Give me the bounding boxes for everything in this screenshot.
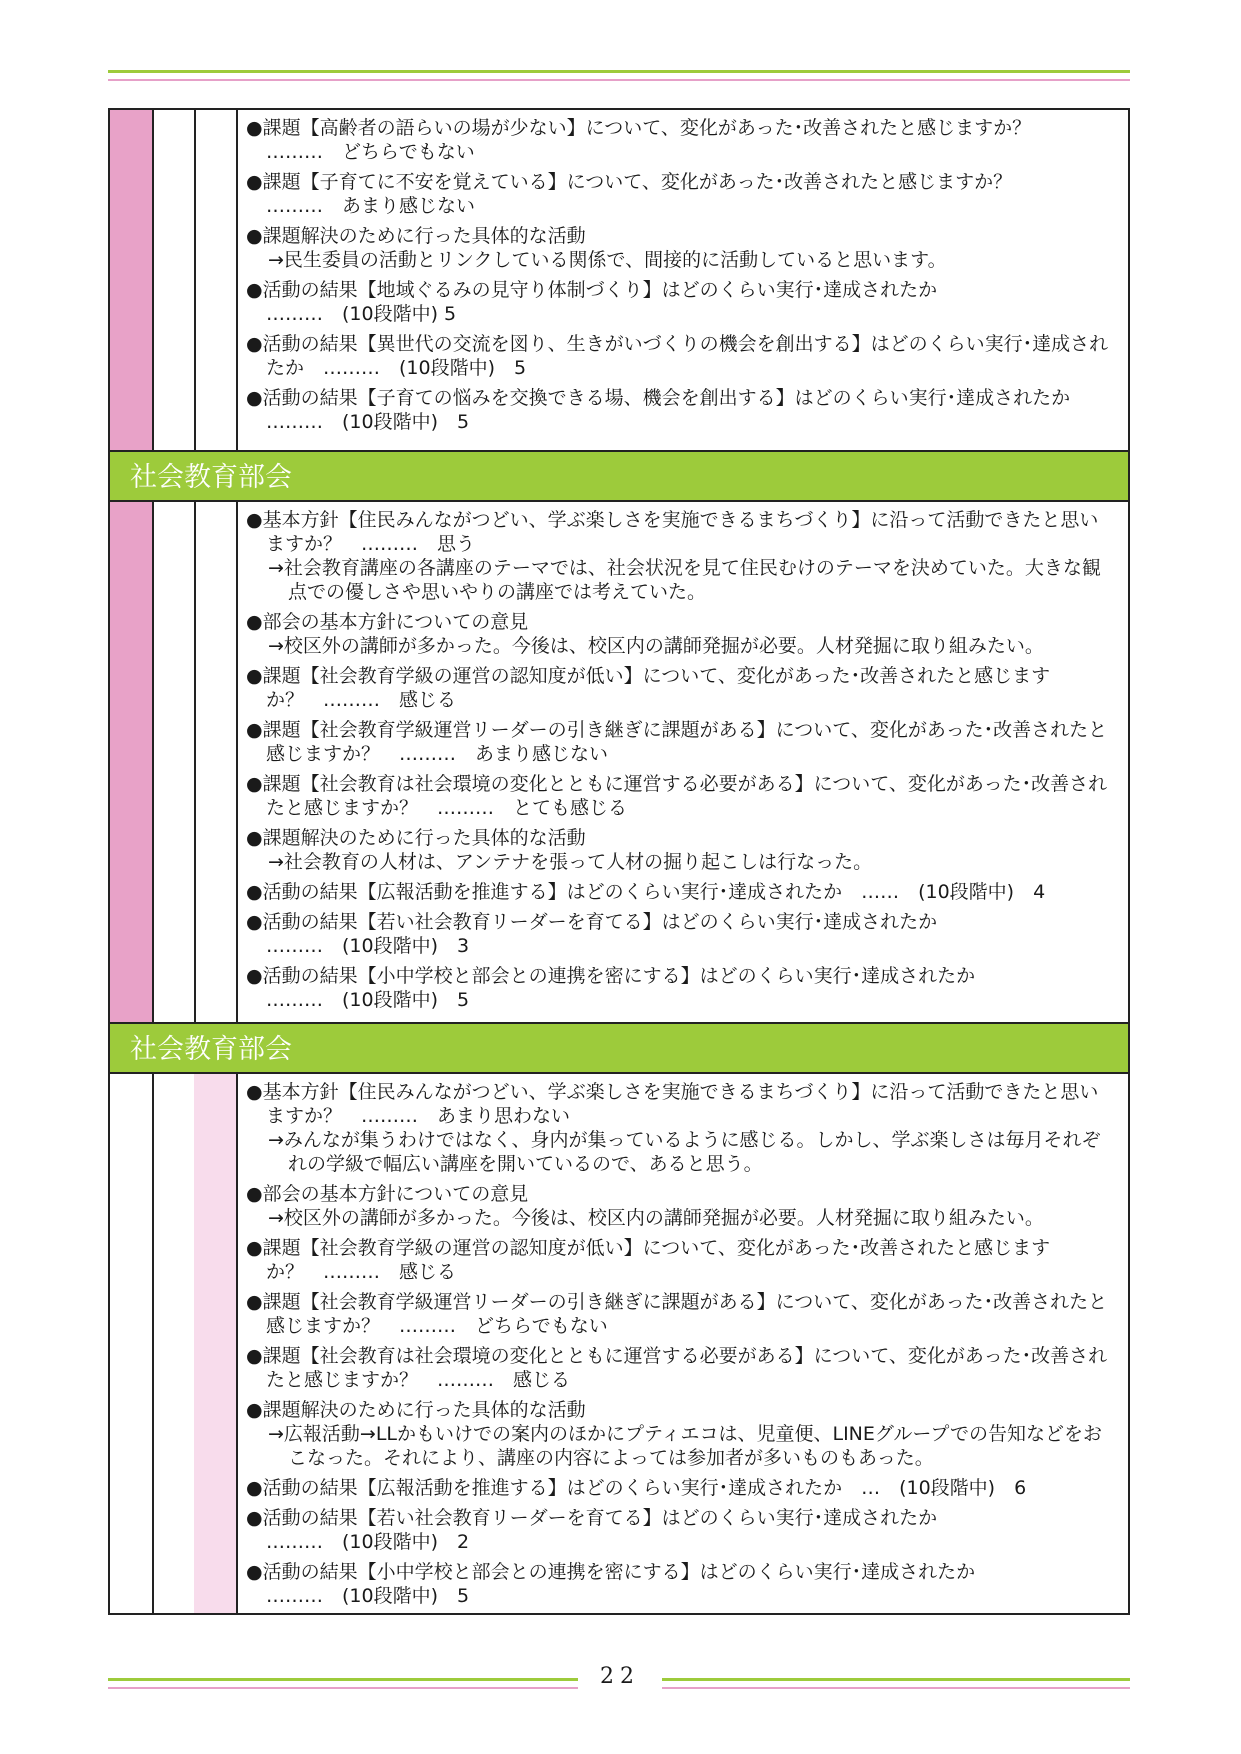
item-answer: ……… あまり感じない	[266, 195, 476, 217]
list-item	[246, 880, 1114, 904]
item-question: ●課題【社会教育は社会環境の変化とともに運営する必要がある】について、変化があった･改善されたと感じますか？ ……… とても感じる	[246, 773, 1108, 819]
list-item	[246, 1560, 1114, 1608]
item-question: ●課題【社会教育学級運営リーダーの引き継ぎに課題がある】について、変化があった･改善されたと感じますか？ ……… どちらでもない	[246, 1291, 1108, 1337]
item-question: ●課題【社会教育学級運営リーダーの引き継ぎに課題がある】について、変化があった･改善されたと感じますか？ ……… あまり感じない	[246, 719, 1108, 765]
report-table	[108, 108, 1130, 1615]
marker-cell	[110, 502, 154, 1022]
item-question: ●活動の結果【広報活動を推進する】はどのくらい実行･達成されたか …… (10段階中) 4	[246, 881, 1046, 903]
item-question: ●課題解決のために行った具体的な活動	[246, 1399, 586, 1421]
item-comment: →広報活動→LLかもいけでの案内のほかにプティエコは、児童便、LINEグループでの告知などをおこなった。それにより、講座の内容によっては参加者が多いものもあった。	[268, 1423, 1102, 1469]
list-item	[246, 1290, 1114, 1338]
list-item	[246, 116, 1114, 164]
item-question: ●課題解決のために行った具体的な活動	[246, 827, 586, 849]
item-answer: ……… (10段階中) 3	[266, 935, 470, 957]
list-item	[246, 718, 1114, 766]
list-item	[246, 772, 1114, 820]
section-header: 社会教育部会	[110, 1022, 1128, 1074]
list-item	[246, 1476, 1114, 1500]
marker-columns	[110, 502, 238, 1022]
marker-cell	[194, 502, 238, 1022]
item-question: ●活動の結果【広報活動を推進する】はどのくらい実行･達成されたか … (10段階中) 6	[246, 1477, 1027, 1499]
section-block	[110, 1074, 1128, 1613]
item-question: ●活動の結果【子育ての悩みを交換できる場、機会を創出する】はどのくらい実行･達成されたか	[246, 387, 1071, 409]
marker-cell	[194, 1074, 238, 1613]
list-item	[246, 1080, 1114, 1176]
list-item	[246, 278, 1114, 326]
item-question: ●活動の結果【小中学校と部会との連携を密にする】はどのくらい実行･達成されたか	[246, 1561, 976, 1583]
item-comment: →校区外の講師が多かった。今後は、校区内の講師発掘が必要。人材発掘に取り組みたい。	[268, 1207, 1044, 1229]
list-item	[246, 826, 1114, 874]
marker-columns	[110, 1074, 238, 1613]
list-item	[246, 224, 1114, 272]
item-answer: ……… (10段階中) 5	[266, 411, 470, 433]
section-content	[246, 502, 1128, 1024]
item-question: ●基本方針【住民みんながつどい、学ぶ楽しさを実施できるまちづくり】に沿って活動できたと思いますか？ ……… あまり思わない	[246, 1081, 1099, 1127]
list-item	[246, 1236, 1114, 1284]
item-question: ●課題解決のために行った具体的な活動	[246, 225, 586, 247]
item-comment: →社会教育の人材は、アンテナを張って人材の掘り起こしは行なった。	[268, 851, 873, 873]
list-item	[246, 508, 1114, 604]
list-item	[246, 1182, 1114, 1230]
top-rule-pink	[108, 79, 1130, 81]
bottom-rule-pink-left	[108, 1687, 578, 1689]
item-answer: ……… (10段階中) 5	[266, 989, 470, 1011]
section-content	[246, 1074, 1128, 1620]
marker-cell	[152, 502, 196, 1022]
item-comment: →社会教育講座の各講座のテーマでは、社会状況を見て住民むけのテーマを決めていた。大きな観点での優しさや思いやりの講座では考えていた。	[268, 557, 1101, 603]
section-block	[110, 110, 1128, 450]
item-answer: ……… (10段階中) 5	[266, 1585, 470, 1607]
section-block	[110, 502, 1128, 1022]
list-item	[246, 1344, 1114, 1392]
marker-cell	[152, 110, 196, 450]
section-header: 社会教育部会	[110, 450, 1128, 502]
item-question: ●活動の結果【小中学校と部会との連携を密にする】はどのくらい実行･達成されたか	[246, 965, 976, 987]
item-question: ●部会の基本方針についての意見	[246, 1183, 529, 1205]
item-question: ●活動の結果【若い社会教育リーダーを育てる】はどのくらい実行･達成されたか	[246, 911, 938, 933]
marker-cell	[110, 1074, 154, 1613]
list-item	[246, 610, 1114, 658]
marker-cell	[110, 110, 154, 450]
item-question: ●活動の結果【地域ぐるみの見守り体制づくり】はどのくらい実行･達成されたか	[246, 279, 938, 301]
marker-cell	[194, 110, 238, 450]
item-question: ●課題【社会教育学級の運営の認知度が低い】について、変化があった･改善されたと感じますか？ ……… 感じる	[246, 1237, 1051, 1283]
bottom-rule-pink-right	[662, 1687, 1130, 1689]
item-question: ●課題【社会教育学級の運営の認知度が低い】について、変化があった･改善されたと感じますか？ ……… 感じる	[246, 665, 1051, 711]
item-comment: →校区外の講師が多かった。今後は、校区内の講師発掘が必要。人材発掘に取り組みたい。	[268, 635, 1044, 657]
list-item	[246, 386, 1114, 434]
item-question: ●活動の結果【若い社会教育リーダーを育てる】はどのくらい実行･達成されたか	[246, 1507, 938, 1529]
item-question: ●課題【高齢者の語らいの場が少ない】について、変化があった･改善されたと感じますか？	[246, 117, 1032, 139]
item-question: ●課題【子育てに不安を覚えている】について、変化があった･改善されたと感じますか？	[246, 171, 1013, 193]
list-item	[246, 1398, 1114, 1470]
item-comment: →みんなが集うわけではなく、身内が集っているように感じる。しかし、学ぶ楽しさは毎月それぞれの学級で幅広い講座を開いているので、あると思う。	[268, 1129, 1101, 1175]
item-answer: ……… (10段階中) 5	[266, 303, 457, 325]
top-rule-green	[108, 70, 1130, 73]
bottom-rule-green-left	[108, 1678, 578, 1681]
list-item	[246, 964, 1114, 1012]
item-question: ●基本方針【住民みんながつどい、学ぶ楽しさを実施できるまちづくり】に沿って活動できたと思いますか？ ……… 思う	[246, 509, 1099, 555]
list-item	[246, 910, 1114, 958]
bottom-rule-green-right	[662, 1678, 1130, 1681]
list-item	[246, 332, 1114, 380]
list-item	[246, 1506, 1114, 1554]
item-question: ●活動の結果【異世代の交流を図り、生きがいづくりの機会を創出する】はどのくらい実行･達成されたか ……… (10段階中) 5	[246, 333, 1109, 379]
list-item	[246, 170, 1114, 218]
item-answer: ……… (10段階中) 2	[266, 1531, 470, 1553]
list-item	[246, 664, 1114, 712]
item-question: ●部会の基本方針についての意見	[246, 611, 529, 633]
item-answer: ……… どちらでもない	[266, 141, 475, 163]
marker-cell	[152, 1074, 196, 1613]
section-content	[246, 110, 1128, 446]
item-comment: →民生委員の活動とリンクしている関係で、間接的に活動していると思います。	[268, 249, 947, 271]
page-number: 22	[600, 1664, 640, 1689]
item-question: ●課題【社会教育は社会環境の変化とともに運営する必要がある】について、変化があった･改善されたと感じますか？ ……… 感じる	[246, 1345, 1108, 1391]
marker-columns	[110, 110, 238, 450]
